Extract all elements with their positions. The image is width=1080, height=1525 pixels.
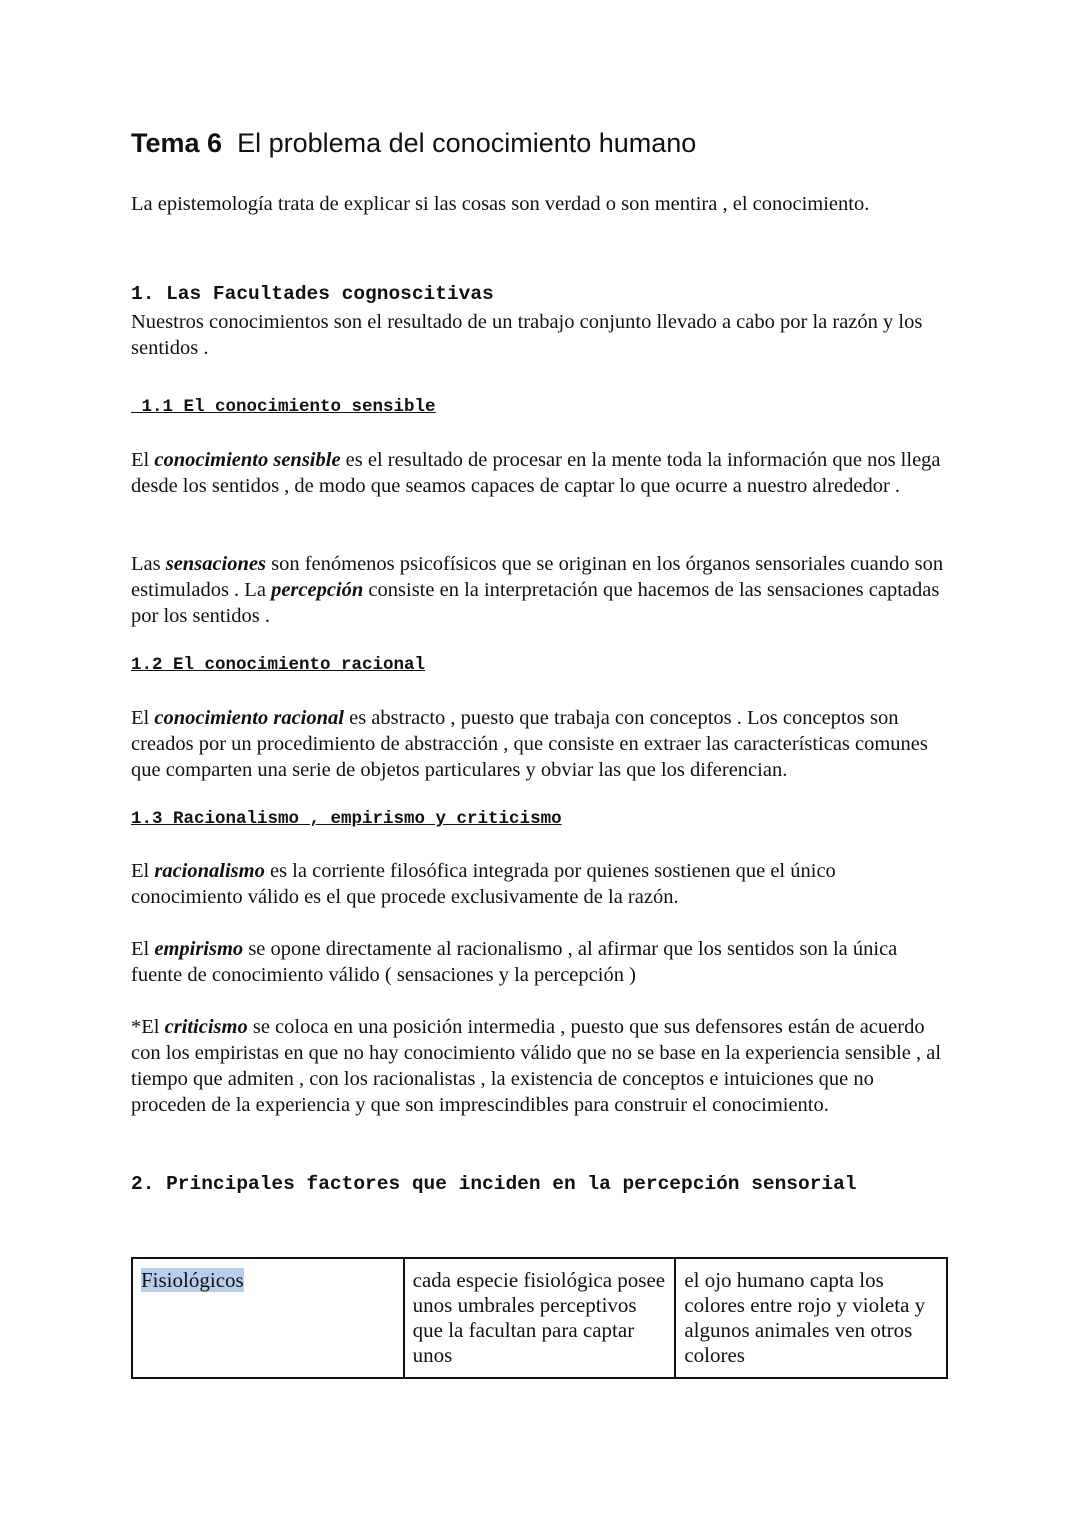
term-sensaciones: sensaciones — [165, 553, 266, 575]
text-run: El — [131, 707, 155, 729]
text-run: *El — [131, 1016, 165, 1038]
document-title — [131, 128, 696, 159]
term-conocimiento-racional: conocimiento racional — [154, 707, 344, 729]
text-run: El — [131, 860, 155, 882]
term-criticismo: criticismo — [164, 1016, 248, 1038]
factor-name: Fisiológicos — [141, 1268, 244, 1292]
title-text: El problema del conocimiento humano — [237, 128, 697, 158]
term-racionalismo: racionalismo — [154, 860, 265, 882]
text-run: es el resultado de procesar en la mente toda la información que nos llega desde los sentidos , de modo que seamos capaces de captar lo que ocurre a nuestro alrededor . — [131, 449, 941, 497]
text-run: consiste en la interpretación que hacemos de las sensaciones captadas por los sentidos . — [131, 579, 940, 627]
text-run: es abstracto , puesto que trabaja con conceptos . Los conceptos son creados por un procedimiento de abstracción , que consiste en extraer las características comunes que comparten una serie de objetos particulares y obviar las que los diferencian. — [131, 707, 928, 781]
description-cell: cada especie fisiológica posee unos umbrales perceptivos que la facultan para captar unos — [404, 1258, 676, 1378]
term-empirismo: empirismo — [154, 938, 244, 960]
criticismo-paragraph — [131, 1014, 951, 1118]
section-1-text: Nuestros conocimientos son el resultado de un trabajo conjunto llevado a cabo por la razón y los sentidos . — [131, 311, 923, 359]
text-run: El — [131, 449, 155, 471]
table-row — [132, 1258, 947, 1378]
section-2-heading: 2. Principales factores que inciden en la percepción sensorial — [131, 1173, 857, 1195]
sensible-paragraph — [131, 447, 951, 499]
text-run: se coloca en una posición intermedia , puesto que sus defensores están de acuerdo con los empiristas en que no hay conocimiento válido que no se base en la experiencia sensible , al tiempo que admiten , con los racionalistas , la existencia de conceptos e intuiciones que no proceden de la experiencia y que son imprescindibles para construir el conocimiento. — [131, 1016, 942, 1116]
section-1-1-heading: 1.1 El conocimiento sensible — [131, 397, 436, 417]
section-1-3-heading: 1.3 Racionalismo , empirismo y criticismo — [131, 809, 562, 829]
factor-cell — [132, 1258, 404, 1378]
intro-paragraph: La epistemología trata de explicar si las cosas son verdad o son mentira , el conocimiento. — [131, 193, 870, 215]
title-topic-number: Tema 6 — [131, 128, 223, 158]
term-conocimiento-sensible: conocimiento sensible — [154, 449, 341, 471]
term-percepcion: percepción — [271, 579, 364, 601]
empirismo-paragraph — [131, 936, 951, 988]
section-1-heading: 1. Las Facultades cognoscitivas — [131, 283, 494, 305]
text-run: es la corriente filosófica integrada por quienes sostienen que el único conocimiento válido es el que procede exclusivamente de la razón. — [131, 860, 836, 908]
racional-paragraph — [131, 705, 951, 783]
example-cell: el ojo humano capta los colores entre rojo y violeta y algunos animales ven otros colores — [675, 1258, 947, 1378]
text-run: son fenómenos psicofísicos que se originan en los órganos sensoriales cuando son estimulados . La — [131, 553, 944, 601]
text-run: se opone directamente al racionalismo , al afirmar que los sentidos son la única fuente de conocimiento válido ( sensaciones y la percepción ) — [131, 938, 898, 986]
sensaciones-paragraph — [131, 551, 951, 629]
text-run: Las — [131, 553, 166, 575]
text-run: El — [131, 938, 155, 960]
factors-table — [131, 1257, 948, 1379]
section-1-2-heading: 1.2 El conocimiento racional — [131, 655, 426, 675]
racionalismo-paragraph — [131, 858, 951, 910]
